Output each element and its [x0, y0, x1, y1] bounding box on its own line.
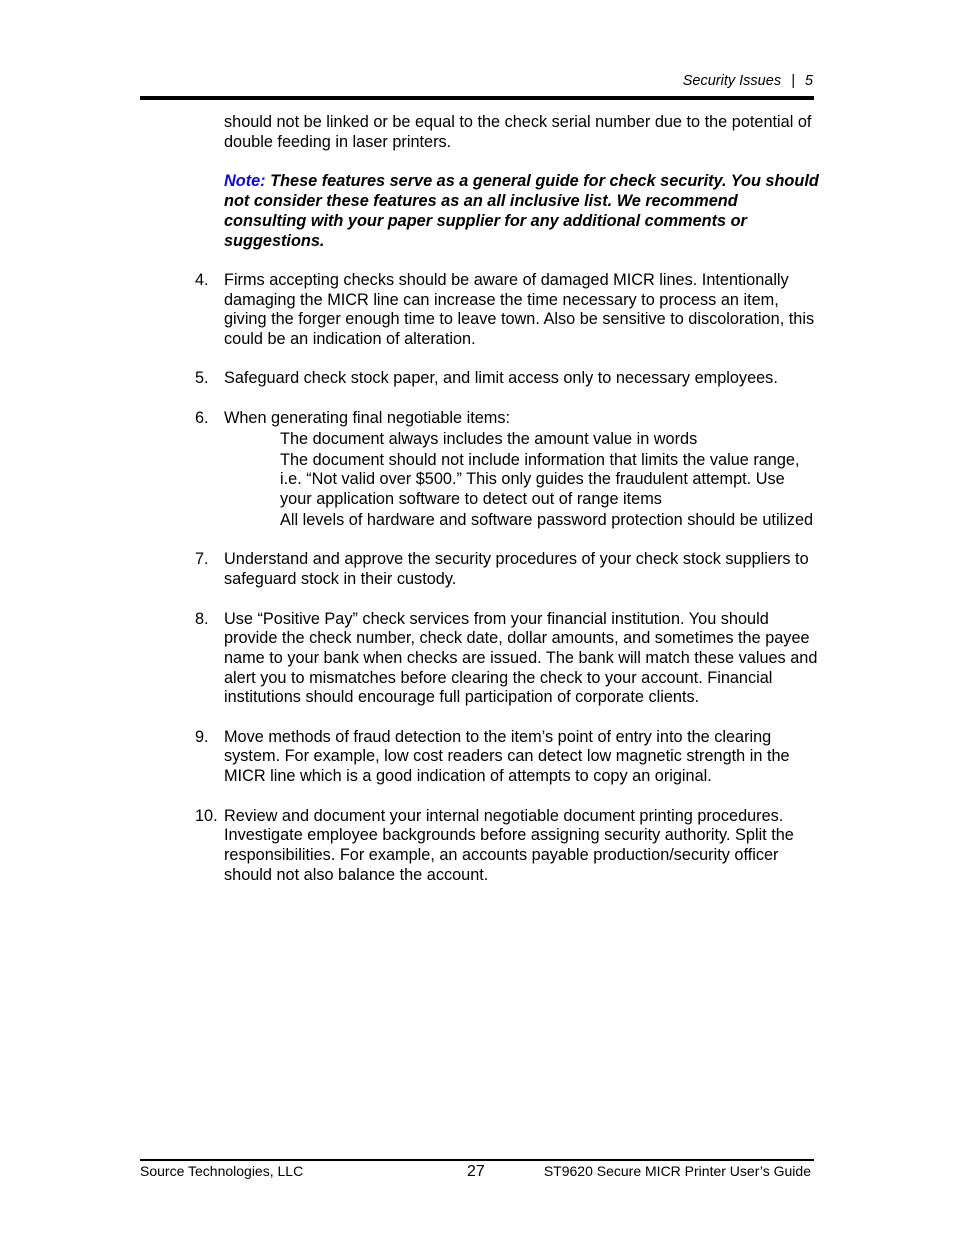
item-number: 8.	[195, 609, 209, 628]
page-number: 27	[467, 1163, 485, 1180]
item-number: 5.	[195, 369, 209, 388]
item-text: When generating final negotiable items:	[224, 408, 511, 427]
sub-item: The document always includes the amount value in words	[280, 429, 698, 448]
header-chapter-number: 5	[804, 73, 813, 89]
list-item-5	[195, 369, 819, 389]
item-number: 10.	[195, 806, 218, 825]
intro-continuation: should not be linked or be equal to the check serial number due to the potential of double feeding in laser printers.	[224, 113, 812, 151]
list-item-10	[195, 806, 819, 886]
header-separator: |	[791, 73, 795, 89]
running-header	[683, 73, 813, 90]
list-item-4	[195, 270, 819, 350]
page-body	[195, 113, 819, 905]
header-rule	[140, 96, 814, 100]
footer-rule	[140, 1159, 814, 1161]
item-number: 9.	[195, 727, 209, 746]
sub-item: The document should not include information that limits the value range, i.e. “Not valid over $500.” This only guides the fraudulent attempt. Use your application software to detect out of range items	[280, 450, 800, 508]
item-text: Review and document your internal negotiable document printing procedures. Investigate employee backgrounds before assigning security authority. Split the responsibilities. For example, an accounts payable production/security officer should not also balance the account.	[224, 806, 794, 884]
list-item-8	[195, 609, 819, 709]
note-label: Note:	[224, 172, 266, 191]
item-number: 6.	[195, 408, 209, 427]
security-list	[195, 270, 819, 885]
list-item-9	[195, 727, 819, 787]
item-text: Move methods of fraud detection to the item’s point of entry into the clearing system. For example, low cost readers can detect low magnetic strength in the MICR line which is a good indication of attempts to copy an original.	[224, 727, 790, 786]
list-item-7	[195, 550, 819, 589]
footer-guide-title: ST9620 Secure MICR Printer User’s Guide	[543, 1163, 811, 1179]
footer-company: Source Technologies, LLC	[140, 1163, 304, 1179]
note-block	[224, 172, 819, 251]
sub-item: All levels of hardware and software password protection should be utilized	[280, 511, 814, 530]
item-text: Safeguard check stock paper, and limit access only to necessary employees.	[224, 369, 778, 388]
note-text: These features serve as a general guide for check security. You should not consider these features as an all inclusive list. We recommend consulting with your paper supplier for any additional comments or suggestions.	[224, 172, 819, 250]
item-text: Firms accepting checks should be aware of damaged MICR lines. Intentionally damaging the MICR line can increase the time necessary to process an item, giving the forger enough time to leave town. Also be sensitive to discoloration, this could be an indication of alteration.	[224, 270, 815, 349]
item-text: Use “Positive Pay” check services from your financial institution. You should provide the check number, check date, dollar amounts, and sometimes the payee name to your bank when checks are issued. The bank will match these values and alert you to mismatches before clearing the check to your account. Financial institutions should encourage full participation of corporate clients.	[224, 609, 818, 707]
item-text: Understand and approve the security procedures of your check stock suppliers to safeguard stock in their custody.	[224, 550, 809, 589]
item-number: 7.	[195, 550, 209, 569]
header-section: Security Issues	[682, 73, 782, 89]
list-item-6	[195, 408, 819, 531]
sub-list	[280, 430, 819, 531]
item-number: 4.	[195, 270, 209, 289]
